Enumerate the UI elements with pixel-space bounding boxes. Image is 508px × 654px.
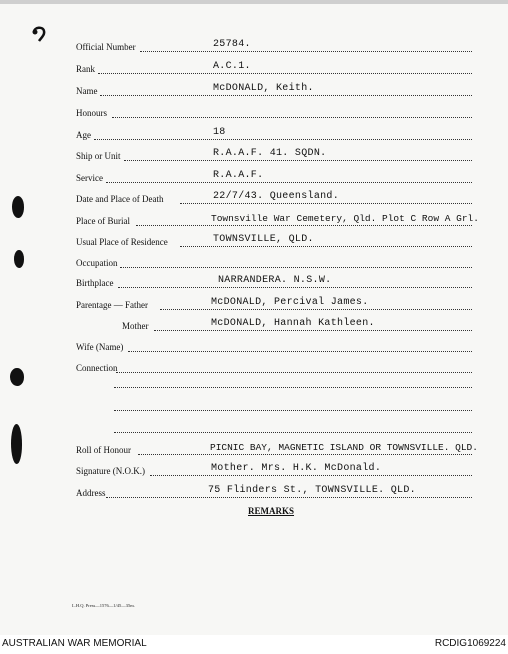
field-value: A.C.1. — [213, 61, 251, 72]
field-value: Townsville War Cemetery, Qld. Plot C Row A Grl. — [211, 213, 479, 224]
field-value: 18 — [213, 127, 226, 138]
field-address — [0, 486, 508, 502]
field-dotted-line — [140, 51, 472, 52]
connection-extra-line-2 — [114, 410, 472, 411]
field-birthplace — [0, 276, 508, 292]
footer-institution: AUSTRALIAN WAR MEMORIAL — [2, 638, 147, 649]
field-dotted-line — [94, 139, 472, 140]
field-label: Date and Place of Death — [76, 194, 164, 204]
field-official-number — [0, 40, 508, 56]
field-label: Wife (Name) — [76, 342, 124, 352]
archive-footer — [0, 635, 508, 654]
field-label: Age — [76, 130, 91, 140]
field-name — [0, 84, 508, 100]
field-ship-or-unit — [0, 149, 508, 165]
field-label: Name — [76, 86, 98, 96]
field-value: R.A.A.F. — [213, 170, 264, 181]
remarks-heading: REMARKS — [248, 506, 295, 516]
field-label: Honours — [76, 108, 107, 118]
field-label: Rank — [76, 64, 95, 74]
field-usual-residence — [0, 235, 508, 251]
field-label: Mother — [122, 321, 149, 331]
field-date-place-death — [0, 192, 508, 208]
field-value: TOWNSVILLE, QLD. — [213, 234, 314, 245]
page-top-edge — [0, 0, 508, 4]
field-label: Birthplace — [76, 278, 114, 288]
field-wife — [0, 340, 508, 356]
print-code: L.H.Q. Press—1576—1/45—35m. — [72, 603, 135, 608]
field-label: Place of Burial — [76, 216, 130, 226]
field-occupation — [0, 256, 508, 272]
field-rank — [0, 62, 508, 78]
field-value: McDONALD, Hannah Kathleen. — [211, 318, 375, 329]
connection-extra-line-3 — [114, 432, 472, 433]
field-label: Ship or Unit — [76, 151, 121, 161]
field-label: Usual Place of Residence — [76, 237, 168, 247]
field-label: Parentage — Father — [76, 300, 148, 310]
field-label: Address — [76, 488, 106, 498]
field-dotted-line — [106, 182, 472, 183]
field-dotted-line — [120, 267, 472, 268]
field-label: Roll of Honour — [76, 445, 131, 455]
field-roll-of-honour — [0, 443, 508, 459]
field-value: NARRANDERA. N.S.W. — [218, 275, 332, 286]
field-label: Signature (N.O.K.) — [76, 466, 145, 476]
field-label: Official Number — [76, 42, 136, 52]
field-label: Service — [76, 173, 103, 183]
field-dotted-line — [98, 73, 472, 74]
connection-extra-line-1 — [114, 387, 472, 388]
field-value: Mother. Mrs. H.K. McDonald. — [211, 463, 382, 474]
field-dotted-line — [112, 117, 472, 118]
field-value: McDONALD, Percival James. — [211, 297, 369, 308]
field-honours — [0, 106, 508, 122]
field-father — [0, 298, 508, 314]
field-value: 25784. — [213, 39, 251, 50]
field-signature — [0, 464, 508, 480]
field-value: 75 Flinders St., TOWNSVILLE. QLD. — [208, 485, 416, 496]
field-service — [0, 171, 508, 187]
field-mother — [0, 319, 508, 335]
footer-record-id: RCDIG1069224 — [434, 638, 506, 649]
field-value: 22/7/43. Queensland. — [213, 191, 340, 202]
field-place-of-burial — [0, 214, 508, 230]
field-value: PICNIC BAY, MAGNETIC ISLAND OR TOWNSVILLE. QLD. — [210, 442, 478, 453]
field-age — [0, 128, 508, 144]
field-dotted-line — [128, 351, 472, 352]
field-label: Connection — [76, 363, 118, 373]
field-value: McDONALD, Keith. — [213, 83, 314, 94]
field-value: R.A.A.F. 41. SQDN. — [213, 148, 327, 159]
field-connection — [0, 361, 508, 377]
field-dotted-line — [116, 372, 472, 373]
field-label: Occupation — [76, 258, 118, 268]
